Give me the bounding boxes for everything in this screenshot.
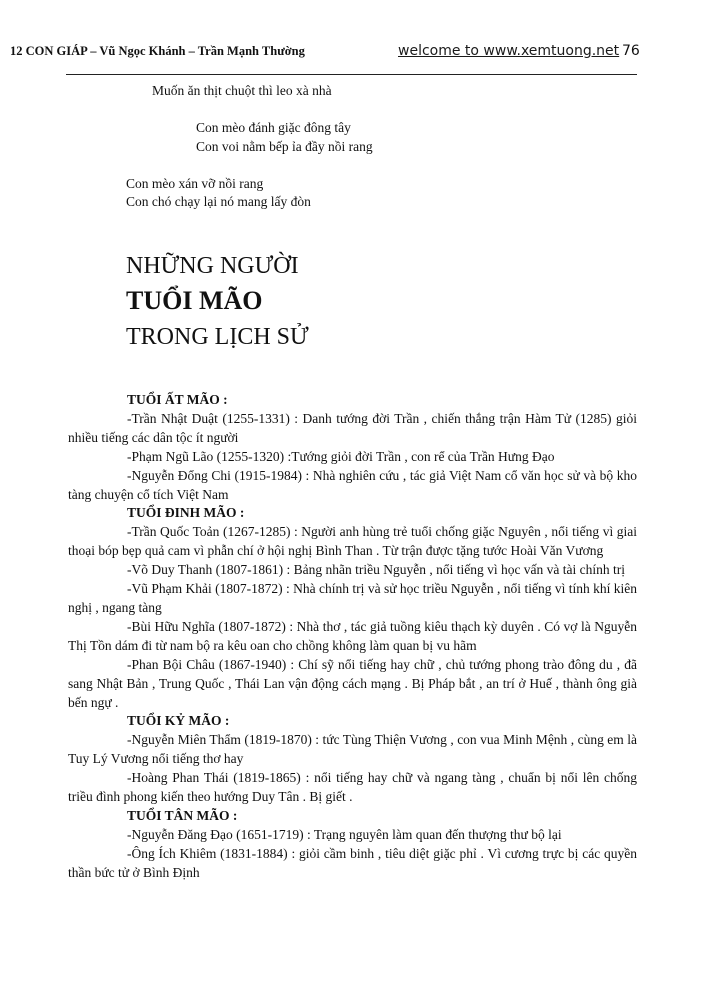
title-line-2: TUỔI MÃO xyxy=(126,286,263,315)
body-text xyxy=(68,391,637,883)
poem-line: Con mèo đánh giặc đông tây xyxy=(196,120,351,135)
entry-paragraph: -Ông Ích Khiêm (1831-1884) : giỏi cầm binh , tiêu diệt giặc phỉ . Vì cương trực bị các quyền thần bức tử ở Bình Định xyxy=(68,845,637,880)
poem-line: Muốn ăn thịt chuột thì leo xà nhà xyxy=(152,83,332,98)
entry-paragraph: -Nguyễn Đổng Chi (1915-1984) : Nhà nghiên cứu , tác giả Việt Nam cổ văn học sử và bộ kho tàng chuyện cổ tích Việt Nam xyxy=(68,467,637,502)
header-book-title: 12 CON GIÁP – Vũ Ngọc Khánh – Trần Mạnh Thường xyxy=(10,44,305,58)
entry-paragraph: -Vũ Phạm Khải (1807-1872) : Nhà chính trị và sử học triều Nguyễn , nổi tiếng vì tính khí kiên nghị , ngang tàng xyxy=(68,581,637,615)
header-website-link[interactable]: welcome to www.xemtuong.net xyxy=(398,43,620,59)
poem-line: Con mèo xán vỡ nồi rang xyxy=(126,176,264,191)
section-heading: TUỔI ẤT MÃO : xyxy=(127,392,228,407)
entry-paragraph: -Võ Duy Thanh (1807-1861) : Bảng nhãn triều Nguyễn , nổi tiếng vì học vấn và tài chính trị xyxy=(127,562,626,578)
section-heading: TUỔI ĐINH MÃO : xyxy=(127,505,245,521)
page-number: 76 xyxy=(622,43,640,59)
section-heading: TUỔI TÂN MÃO : xyxy=(127,807,238,823)
section-heading: TUỔI KỶ MÃO : xyxy=(127,713,230,729)
entry-paragraph: -Phan Bội Châu (1867-1940) : Chí sỹ nổi tiếng hay chữ , chủ tướng phong trào đông du , đã sang Nhật Bản , Trung Quốc , Thái Lan vận động cách mạng . Bị Pháp bắt , an trí ở Huế , thành ông già bến ngự . xyxy=(68,656,637,710)
entry-paragraph: -Bùi Hữu Nghĩa (1807-1872) : Nhà thơ , tác giả tuồng kiêu thạch kỳ duyên . Có vợ là Nguyễn Thị Tồn dám đi từ nam bộ ra kêu oan cho chồng không làm quan bị vu hãm xyxy=(68,618,637,653)
entry-paragraph: -Nguyễn Miên Thẩm (1819-1870) : tức Tùng Thiện Vương , con vua Minh Mệnh , cùng em là Tuy Lý Vương nổi tiếng thơ hay xyxy=(68,732,637,767)
title-line-3: TRONG LỊCH SỬ xyxy=(126,324,309,350)
entry-paragraph: -Trần Quốc Toản (1267-1285) : Người anh hùng trẻ tuổi chống giặc Nguyên , nổi tiếng vì giai thoại bóp bẹp quả cam vì phẫn chí ở hội nghị Bình Than . Từ trận được tặng tước Hoài Văn Vương xyxy=(68,524,637,559)
poem-line: Con voi nằm bếp ỉa đầy nồi rang xyxy=(196,139,373,154)
header-divider xyxy=(66,74,637,75)
entry-paragraph: -Phạm Ngũ Lão (1255-1320) :Tướng giỏi đời Trần , con rể của Trần Hưng Đạo xyxy=(127,448,555,464)
poem-line: Con chó chạy lại nó mang lấy đòn xyxy=(126,194,311,209)
entry-paragraph: -Nguyễn Đăng Đạo (1651-1719) : Trạng nguyên làm quan đến thượng thư bộ lại xyxy=(127,826,562,842)
entry-paragraph: -Hoàng Phan Thái (1819-1865) : nổi tiếng hay chữ và ngang tàng , chuẩn bị nổi lên chống triều đình phong kiến theo hướng Duy Tân . Bị giết . xyxy=(68,770,637,805)
title-line-1: NHỮNG NGƯỜI xyxy=(126,253,299,279)
entry-paragraph: -Trần Nhật Duật (1255-1331) : Danh tướng đời Trần , chiến thắng trận Hàm Tử (1285) giỏi nhiều tiếng các dân tộc ít người xyxy=(68,410,637,445)
